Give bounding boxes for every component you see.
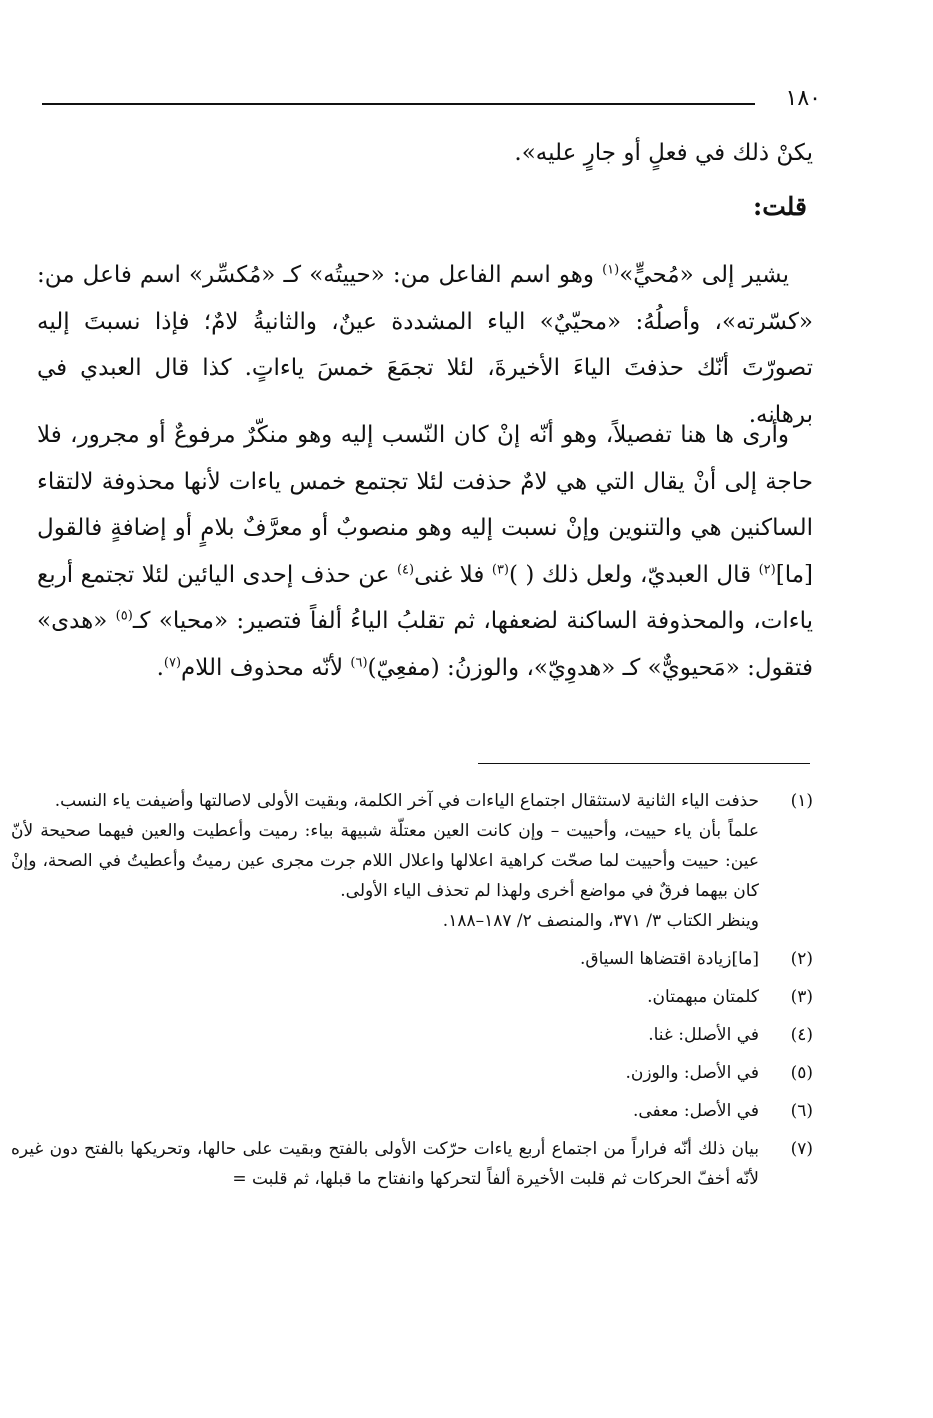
footnote-ref-3: (٣): [491, 561, 509, 577]
footnote-ref-5: (٥): [115, 608, 133, 624]
footnote-number: (٥): [790, 1063, 813, 1083]
footnote-text: في الأصلل: غنا.: [648, 1025, 759, 1045]
footnote-text: حذفت الياء الثانية لاستثقال اجتماع الياءات في آخر الكلمة، وبقيت الأولى لاصالتها وأضيفت ياء النسب.: [54, 791, 759, 811]
section-heading: قلت:: [752, 192, 807, 221]
footnote-number: (٤): [790, 1025, 813, 1045]
footnote-text: في الأصل: والوزن.: [625, 1063, 759, 1083]
footnote-ref-4: (٤): [396, 561, 415, 577]
footnote-item: [11, 1020, 813, 1050]
footnote-ref-6: (٦): [350, 654, 368, 670]
footnote-item: [11, 786, 813, 816]
footnote-item: [11, 1134, 813, 1194]
footnote-number: (٧): [790, 1139, 813, 1159]
footnote-separator: [478, 763, 810, 764]
paragraph-2-part-7: .: [156, 654, 164, 681]
footnote-continuation: علماً بأن ياء حييت، وأحييت – وإن كانت العين معتلّة شبيهة بياء: رميت وأعطيت والعين فيهما صحيحة لأنّ عين: حييت وأحييت لما صحّت كراهية اعلالها واعلال اللام جرت مجرى عين رميتُ وأعطيتُ في الصحة، وإنْ كان بيهما فرقٌ في مواضع أخرى ولهذا لم تحذف الياء الأولى.: [11, 821, 759, 901]
footnote-item: [11, 944, 813, 974]
paragraph-2-part-5: «هدى» فتقول: «مَحيويٌّ» كـ «هدوِيّ»، والوزنُ: (مفعِيّ): [37, 608, 813, 681]
footnote-item: [11, 1058, 813, 1088]
paragraph-2-part-4: عن حذف إحدى اليائين لئلا تجتمع أربع ياءات، والمحذوفة الساكنة لضعفها، ثم تقلبُ الياءُ ألفاً فتصير: «محيا» كـ: [37, 561, 813, 634]
paragraph-1-part-1: يشير إلى «مُحيٍّ»: [619, 262, 789, 288]
footnote-number: (١): [790, 791, 813, 811]
footnote-reference: وينظر الكتاب ٣/ ٣٧١، والمنصف ٢/ ١٨٧–١٨٨.: [442, 911, 759, 931]
footnote-text: [ما]زيادة اقتضاها السياق.: [580, 949, 759, 969]
paragraph-2-part-1: وأرى ها هنا تفصيلاً، وهو أنّه إنْ كان النّسب إليه وهو منكّرٌ مرفوعٌ أو مجرور، فلا حاجة إلى أنْ يقال التي هي لامٌ حذفت لئلا تجتمع خمس ياءات لأنها محذوفة لالتقاء الساكنين هي والتنوين وإنْ نسبت إليه وهو منصوبٌ أو معرَّفٌ بلامٍ أو إضافةٍ فالقول [ما]: [37, 422, 813, 588]
footnote-ref-7: (٧): [163, 654, 182, 670]
footnote-number: (٢): [790, 949, 813, 969]
intro-line: [37, 130, 813, 177]
footnote-text: في الأصل: معفى.: [632, 1101, 759, 1121]
footnote-text: بيان ذلك أنّه فراراً من اجتماع أربع ياءات حرّكت الأولى بالفتح وبقيت على حالها، وتحريكها بالفتح دون غيره لأنّه أخفّ الحركات ثم قلبت الأخيرة ألفاً لتحركها وانفتاح ما قبلها، ثم قلبت =: [11, 1139, 759, 1189]
footnote-item: [11, 982, 813, 1012]
paragraph-2: [37, 412, 813, 691]
footnote-number: (٦): [790, 1101, 813, 1121]
paragraph-2-part-6: لأنّه محذوف اللام: [181, 654, 351, 681]
footnotes: [11, 786, 813, 1194]
paragraph-2-part-3: فلا غنى: [414, 561, 492, 588]
footnote-number: (٣): [790, 987, 813, 1007]
paragraph-1-part-2: وهو اسم الفاعل من: «حييتُه» كـ «مُكسِّر» اسم فاعل من: «كسّرته»، وأصلُهُ: «محيّيٌ» الياء المشددة عينٌ، والثانيةُ لامٌ؛ فإذا نسبتَ إليه تصورّتَ أنّك حذفتَ الياءَ الأخيرةَ، لئلا تجمَعَ خمسَ ياءاتٍ. كذا قال العبدي في برهانه.: [37, 262, 813, 428]
header-rule: [42, 103, 755, 105]
paragraph-1: [37, 252, 813, 438]
footnote-ref-2: (٢): [758, 561, 776, 577]
footnote-text: كلمتان مبهمتان.: [647, 987, 759, 1007]
intro-text: يكنْ ذلك في فعلٍ أو جارٍ عليه».: [514, 140, 813, 166]
footnote-item: [11, 1096, 813, 1126]
paragraph-2-part-2: قال العبديّ، ولعل ذلك ( ): [509, 561, 759, 588]
page-number: ١٨٠: [785, 86, 821, 111]
footnote-ref-1: (١): [602, 262, 620, 278]
